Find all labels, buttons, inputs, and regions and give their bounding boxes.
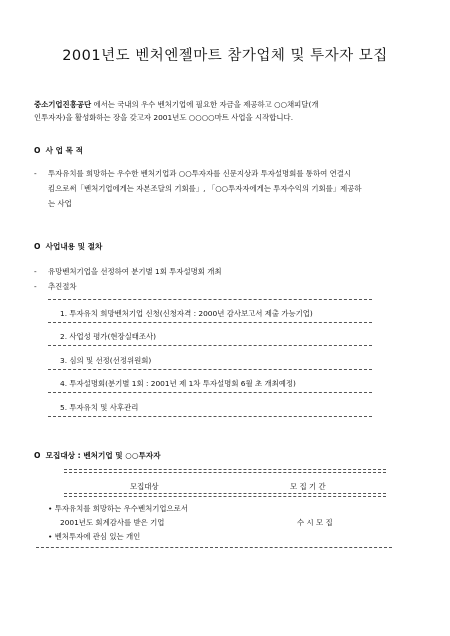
table-header-rule xyxy=(64,493,386,497)
intro-paragraph xyxy=(34,98,426,124)
section-procedure-heading xyxy=(34,241,102,252)
dashed-divider xyxy=(48,416,372,417)
table-header-period: 모 집 기 간 xyxy=(290,482,326,491)
intro-line-2: 인투자자)을 활성화하는 장을 갖고자 2001년도 ○○○○마트 사업을 시작합니다. xyxy=(34,113,294,122)
document-title: 2001년도 벤처엔젤마트 참가업체 및 투자자 모집 xyxy=(62,48,388,64)
purpose-line-1: 투자유치를 희망하는 우수한 벤처기업과 ○○투자자를 신문지상과 투자설명회를 통하여 연결시 xyxy=(48,169,351,178)
dashed-divider xyxy=(48,392,372,393)
table-row-1-period: 수 시 모 집 xyxy=(297,518,333,527)
procedure-step-2: 2. 사업성 평가(현장실태조사) xyxy=(60,332,157,341)
intro-line-1 xyxy=(34,98,426,111)
section-target-heading xyxy=(34,450,161,461)
table-header-target: 모집대상 xyxy=(130,482,159,491)
dashed-divider xyxy=(48,322,372,323)
section-purpose-body xyxy=(34,166,429,211)
procedure-bullet-2: - 추진절차 xyxy=(34,282,77,291)
section-procedure-bullets xyxy=(34,264,429,294)
procedure-step-4: 4. 투자설명회(분기별 1회 : 2001년 제 1차 투자설명회 6월 초 개최예정) xyxy=(60,379,296,388)
procedure-bullet-1: - 유망벤처기업을 선정하여 분기별 1회 투자설명회 개최 xyxy=(34,267,222,276)
procedure-step-1: 1. 투자유치 희망벤처기업 신청(신청자격 : 2000년 감사보고서 제출 가능기업) xyxy=(60,309,313,318)
table-bottom-rule xyxy=(36,547,392,548)
section-purpose-heading xyxy=(34,145,83,156)
section-marker: O xyxy=(34,242,41,251)
procedure-step-5: 5. 투자유치 및 사후관리 xyxy=(60,403,139,412)
section-marker: O xyxy=(34,451,41,460)
section-heading-text: 사 업 목 적 xyxy=(45,146,83,155)
procedure-step-3: 3. 심의 및 선정(선정위원회) xyxy=(60,356,152,365)
dashed-divider xyxy=(48,369,372,370)
table-top-rule xyxy=(64,469,386,473)
dashed-divider xyxy=(48,299,372,300)
table-row-1-line-2: 2001년도 회계감사를 받은 기업 xyxy=(60,518,165,527)
section-heading-text: 모집대상 : 벤처기업 및 ○○투자자 xyxy=(45,451,161,460)
table-row-2-line-1: • 벤처투자에 관심 있는 개인 xyxy=(48,532,141,541)
intro-line-1-text: 에서는 국내의 우수 벤처기업에 필요한 자금을 제공하고 ○○채피달(개 xyxy=(91,100,319,109)
section-marker: O xyxy=(34,146,41,155)
dashed-divider xyxy=(48,345,372,346)
purpose-line-2: 킴으로써「벤처기업에게는 자본조달의 기회를」, 「○○투자자에게는 투자수익의 기회를」제공하 xyxy=(48,184,362,193)
section-heading-text: 사업내용 및 절차 xyxy=(45,242,103,251)
table-row-1-line-1: • 투자유치를 희망하는 우수벤처기업으로서 xyxy=(48,504,188,513)
purpose-line-3: 는 사업 xyxy=(48,199,72,208)
purpose-bullet: - 투자유치를 희망하는 우수한 벤처기업과 ○○투자자를 신문지상과 투자설명회를 통하여 연결시 킴으로써「벤처기업에게는 자본조달의 기회를」, 「○○투자자에게는 투자수익의 기회를」제공하 는 사업 xyxy=(34,166,429,211)
organization-name: 중소기업진흥공단 xyxy=(34,100,92,109)
